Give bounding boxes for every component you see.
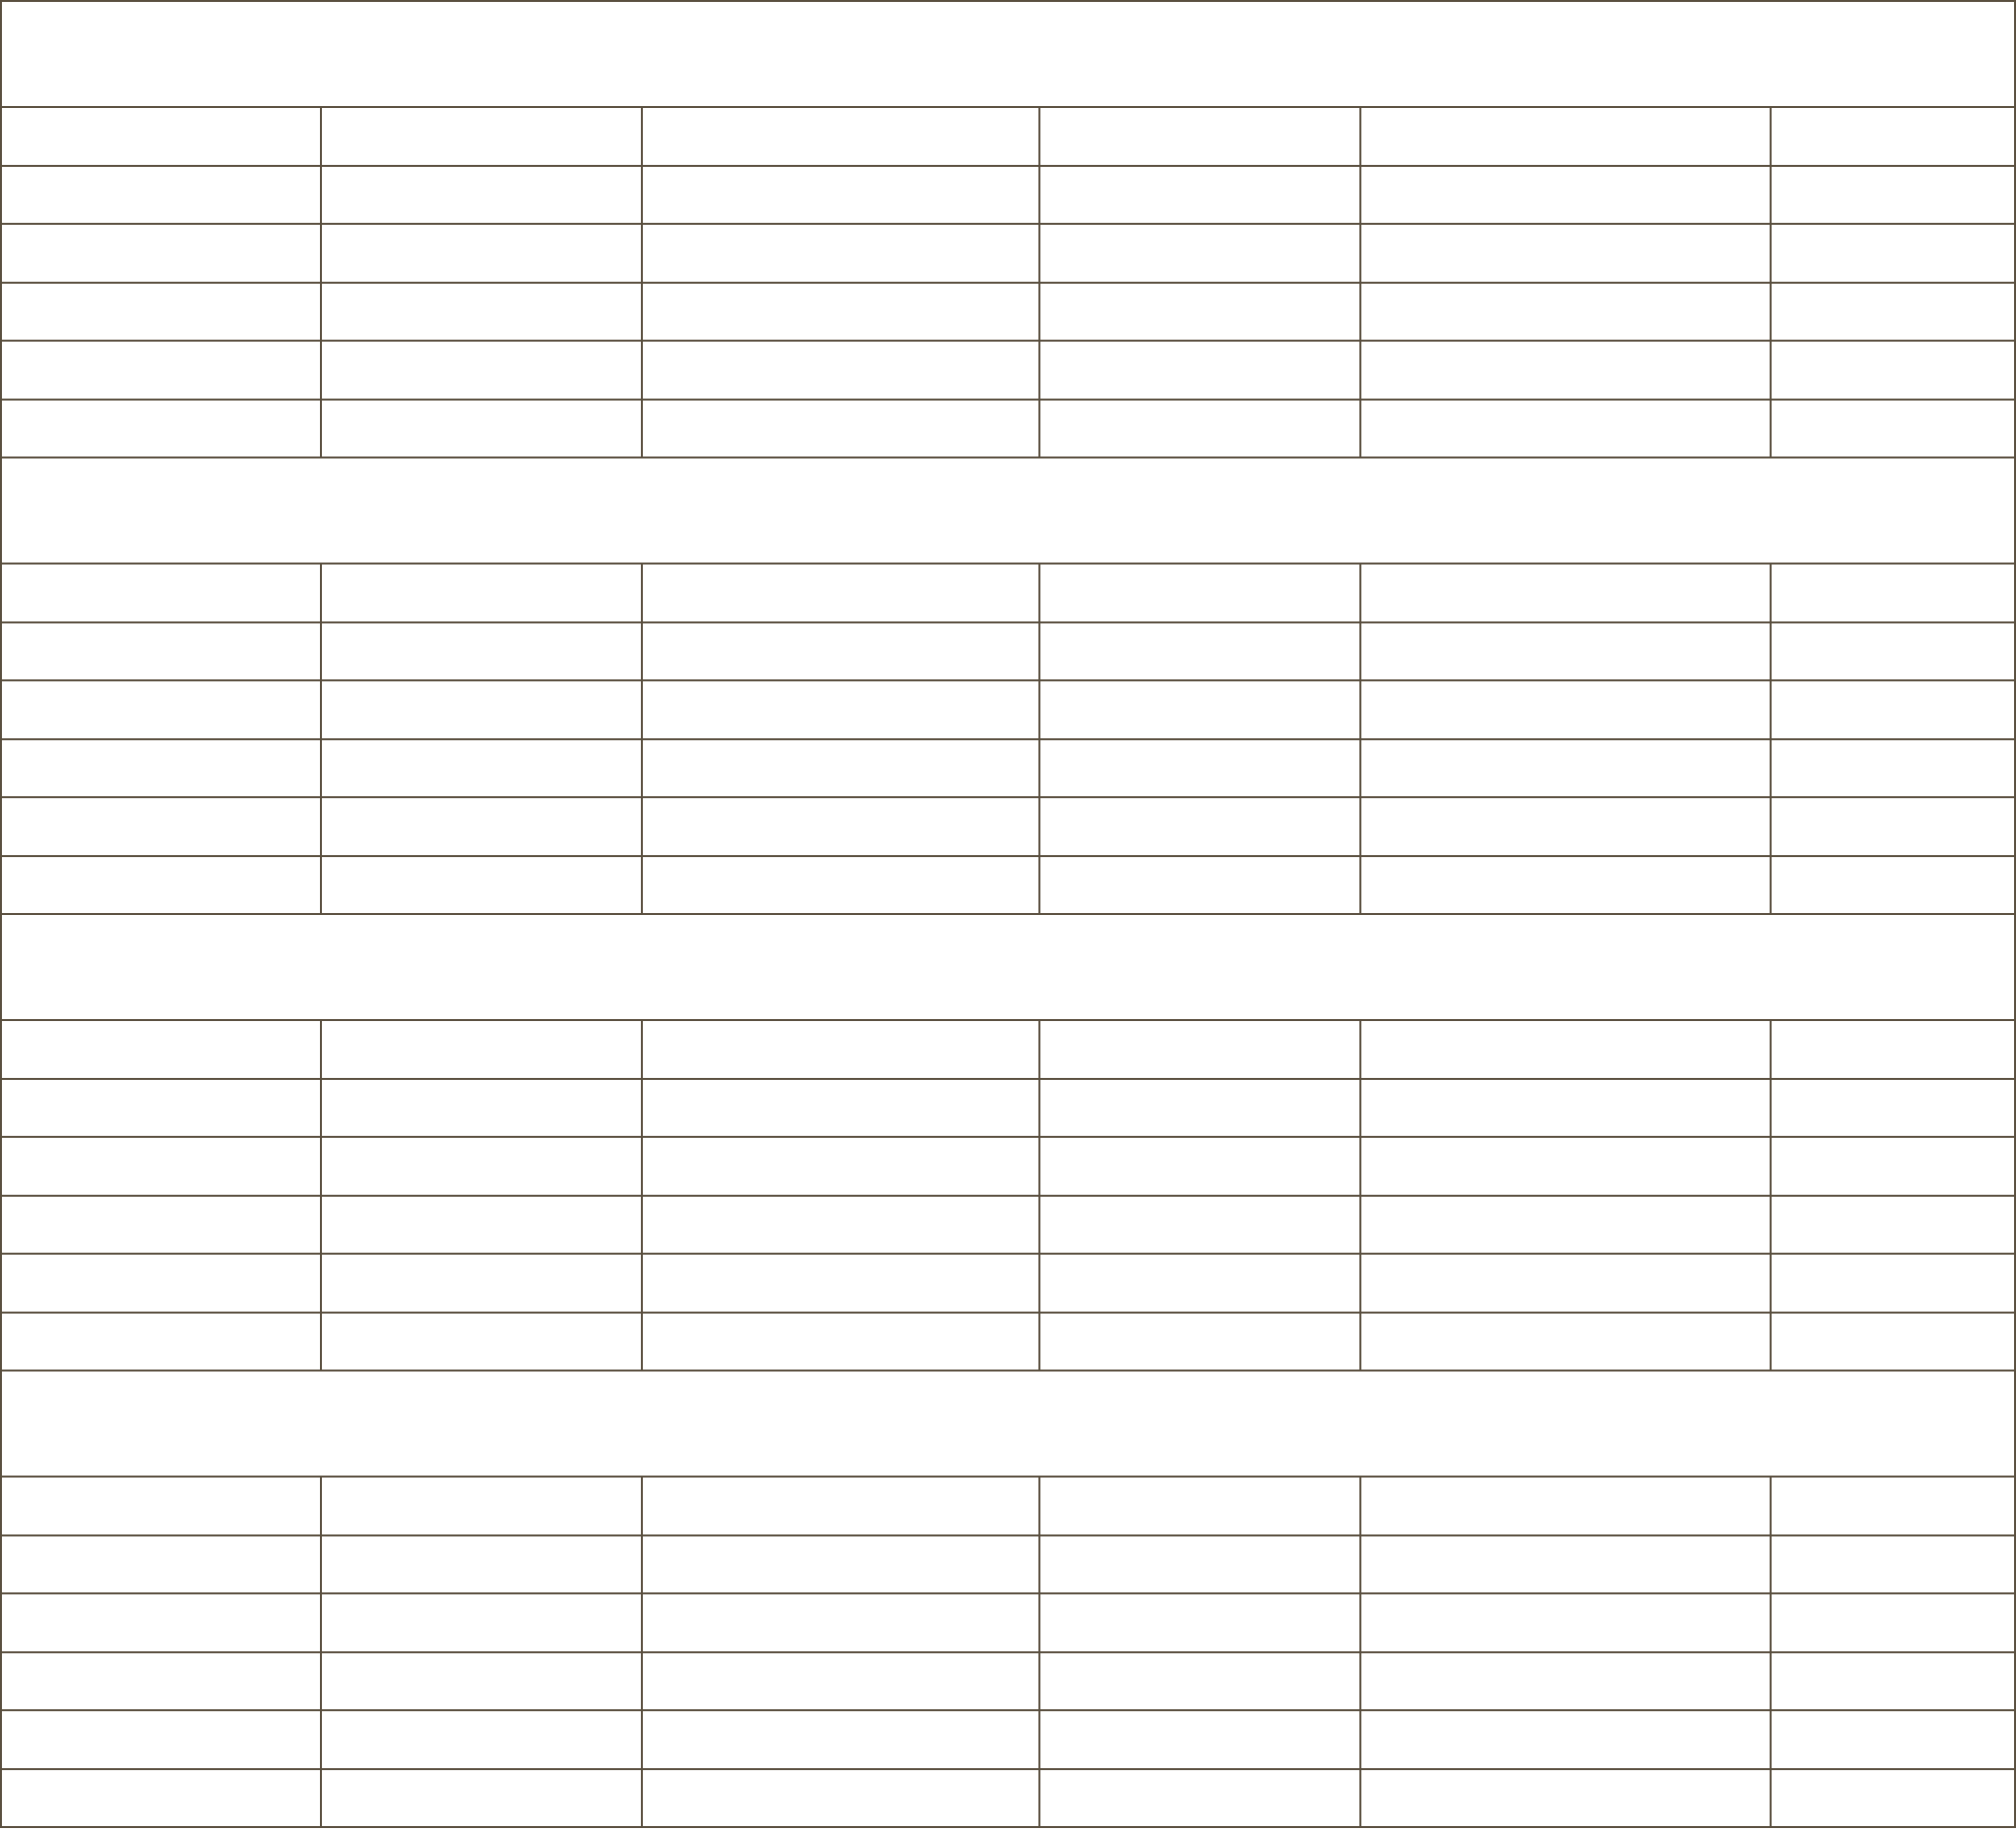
table-cell[interactable] xyxy=(642,1079,1039,1138)
grid-body xyxy=(1,1,2015,1827)
table-cell[interactable] xyxy=(1039,739,1360,798)
table-cell[interactable] xyxy=(1771,1137,2015,1196)
table-row xyxy=(1,1254,2015,1313)
table-cell[interactable] xyxy=(1771,283,2015,342)
table-cell[interactable] xyxy=(1,1137,321,1196)
table-cell[interactable] xyxy=(1,1535,321,1594)
table-cell[interactable] xyxy=(1771,1769,2015,1828)
table-cell[interactable] xyxy=(1360,739,1771,798)
table-cell[interactable] xyxy=(1,1593,321,1652)
table-cell[interactable] xyxy=(1039,341,1360,400)
table-row xyxy=(1,166,2015,225)
table-cell[interactable] xyxy=(321,107,642,166)
table-cell[interactable] xyxy=(321,224,642,283)
table-cell[interactable] xyxy=(1,739,321,798)
table-row xyxy=(1,1137,2015,1196)
table-row xyxy=(1,622,2015,681)
table-cell[interactable] xyxy=(321,856,642,915)
table-cell[interactable] xyxy=(1039,1254,1360,1313)
table-cell[interactable] xyxy=(1039,564,1360,622)
table-cell[interactable] xyxy=(1,400,321,458)
table-cell[interactable] xyxy=(642,1196,1039,1255)
table-cell[interactable] xyxy=(1771,107,2015,166)
table-cell[interactable] xyxy=(1360,856,1771,915)
table-cell[interactable] xyxy=(321,400,642,458)
table-cell[interactable] xyxy=(1771,856,2015,915)
table-cell[interactable] xyxy=(1,1079,321,1138)
table-row xyxy=(1,1079,2015,1138)
table-cell[interactable] xyxy=(1039,1313,1360,1372)
table-row xyxy=(1,224,2015,283)
table-cell[interactable] xyxy=(1360,283,1771,342)
table-cell[interactable] xyxy=(1771,341,2015,400)
section-header-row xyxy=(1,914,2015,1020)
table-row xyxy=(1,1020,2015,1079)
table-cell[interactable] xyxy=(321,1313,642,1372)
table-cell[interactable] xyxy=(1360,564,1771,622)
table-cell[interactable] xyxy=(642,166,1039,225)
table-cell[interactable] xyxy=(642,341,1039,400)
table-cell[interactable] xyxy=(642,1254,1039,1313)
table-cell[interactable] xyxy=(1039,1710,1360,1769)
table-row xyxy=(1,341,2015,400)
table-cell[interactable] xyxy=(1360,1593,1771,1652)
section-title-cell[interactable] xyxy=(1,914,2015,1020)
table-cell[interactable] xyxy=(1360,166,1771,225)
table-cell[interactable] xyxy=(1,564,321,622)
table-row xyxy=(1,400,2015,458)
table-cell[interactable] xyxy=(1039,107,1360,166)
table-row xyxy=(1,1593,2015,1652)
table-cell[interactable] xyxy=(1360,107,1771,166)
table-cell[interactable] xyxy=(1039,622,1360,681)
table-cell[interactable] xyxy=(1039,1137,1360,1196)
table-cell[interactable] xyxy=(642,564,1039,622)
table-cell[interactable] xyxy=(1,1710,321,1769)
table-cell[interactable] xyxy=(642,1137,1039,1196)
table-row xyxy=(1,1313,2015,1372)
table-row xyxy=(1,283,2015,342)
table-cell[interactable] xyxy=(1771,564,2015,622)
table-cell[interactable] xyxy=(1039,1196,1360,1255)
table-cell[interactable] xyxy=(1771,1593,2015,1652)
table-cell[interactable] xyxy=(1771,1254,2015,1313)
table-row xyxy=(1,1769,2015,1828)
table-cell[interactable] xyxy=(1039,1535,1360,1594)
table-cell[interactable] xyxy=(1360,1652,1771,1711)
table-cell[interactable] xyxy=(1,1652,321,1711)
table-cell[interactable] xyxy=(1771,1652,2015,1711)
table-cell[interactable] xyxy=(321,622,642,681)
table-cell[interactable] xyxy=(1,1020,321,1079)
table-cell[interactable] xyxy=(1360,1769,1771,1828)
table-cell[interactable] xyxy=(1771,622,2015,681)
table-cell[interactable] xyxy=(642,1020,1039,1079)
table-cell[interactable] xyxy=(1360,797,1771,856)
table-row xyxy=(1,680,2015,739)
table-cell[interactable] xyxy=(1039,283,1360,342)
table-row xyxy=(1,1196,2015,1255)
table-cell[interactable] xyxy=(1,283,321,342)
table-cell[interactable] xyxy=(642,107,1039,166)
table-row xyxy=(1,564,2015,622)
table-cell[interactable] xyxy=(321,1535,642,1594)
table-cell[interactable] xyxy=(1360,341,1771,400)
table-cell[interactable] xyxy=(1,1477,321,1535)
table-cell[interactable] xyxy=(1,341,321,400)
table-cell[interactable] xyxy=(1771,400,2015,458)
table-cell[interactable] xyxy=(1360,1477,1771,1535)
section-header-row xyxy=(1,1371,2015,1477)
table-cell[interactable] xyxy=(1771,1020,2015,1079)
table-cell[interactable] xyxy=(321,1254,642,1313)
table-cell[interactable] xyxy=(1771,1535,2015,1594)
table-cell[interactable] xyxy=(1,680,321,739)
table-cell[interactable] xyxy=(642,622,1039,681)
table-cell[interactable] xyxy=(1,797,321,856)
table-row xyxy=(1,1652,2015,1711)
table-cell[interactable] xyxy=(1039,1020,1360,1079)
table-cell[interactable] xyxy=(1,107,321,166)
table-cell[interactable] xyxy=(1360,224,1771,283)
table-cell[interactable] xyxy=(642,1710,1039,1769)
table-cell[interactable] xyxy=(1360,680,1771,739)
table-cell[interactable] xyxy=(1771,1477,2015,1535)
table-row xyxy=(1,797,2015,856)
table-cell[interactable] xyxy=(1360,400,1771,458)
table-cell[interactable] xyxy=(1,1769,321,1828)
table-row xyxy=(1,107,2015,166)
table-cell[interactable] xyxy=(1039,856,1360,915)
table-cell[interactable] xyxy=(1039,1079,1360,1138)
table-cell[interactable] xyxy=(1039,166,1360,225)
section-header-row xyxy=(1,457,2015,564)
table-cell[interactable] xyxy=(642,797,1039,856)
table-cell[interactable] xyxy=(1771,680,2015,739)
table-cell[interactable] xyxy=(1360,1535,1771,1594)
table-cell[interactable] xyxy=(642,856,1039,915)
table-cell[interactable] xyxy=(642,1477,1039,1535)
table-cell[interactable] xyxy=(321,564,642,622)
table-row xyxy=(1,1535,2015,1594)
table-cell[interactable] xyxy=(1,856,321,915)
table-cell[interactable] xyxy=(1360,1079,1771,1138)
table-cell[interactable] xyxy=(321,739,642,798)
table-cell[interactable] xyxy=(321,166,642,225)
table-cell[interactable] xyxy=(321,797,642,856)
section-header-row xyxy=(1,1,2015,107)
section-title-cell[interactable] xyxy=(1,457,2015,564)
table-cell[interactable] xyxy=(1039,1477,1360,1535)
table-cell[interactable] xyxy=(642,1769,1039,1828)
table-cell[interactable] xyxy=(321,1593,642,1652)
table-cell[interactable] xyxy=(321,1477,642,1535)
table-cell[interactable] xyxy=(1771,166,2015,225)
table-cell[interactable] xyxy=(642,224,1039,283)
table-cell[interactable] xyxy=(642,400,1039,458)
table-cell[interactable] xyxy=(642,1535,1039,1594)
table-cell[interactable] xyxy=(1771,739,2015,798)
table-cell[interactable] xyxy=(1360,1137,1771,1196)
table-cell[interactable] xyxy=(1771,1196,2015,1255)
table-cell[interactable] xyxy=(321,1652,642,1711)
table-row xyxy=(1,739,2015,798)
table-cell[interactable] xyxy=(642,1652,1039,1711)
section-title-cell[interactable] xyxy=(1,1,2015,107)
section-title-cell[interactable] xyxy=(1,1371,2015,1477)
table-cell[interactable] xyxy=(1360,1254,1771,1313)
table-cell[interactable] xyxy=(1360,1020,1771,1079)
table-cell[interactable] xyxy=(1771,1313,2015,1372)
table-cell[interactable] xyxy=(321,283,642,342)
table-cell[interactable] xyxy=(1771,1079,2015,1138)
table-cell[interactable] xyxy=(1039,680,1360,739)
table-cell[interactable] xyxy=(642,283,1039,342)
table-cell[interactable] xyxy=(321,1769,642,1828)
table-cell[interactable] xyxy=(321,1196,642,1255)
table-cell[interactable] xyxy=(321,1710,642,1769)
table-cell[interactable] xyxy=(1360,1710,1771,1769)
table-cell[interactable] xyxy=(1360,1313,1771,1372)
table-cell[interactable] xyxy=(1039,1769,1360,1828)
table-row xyxy=(1,1477,2015,1535)
table-cell[interactable] xyxy=(321,1079,642,1138)
table-cell[interactable] xyxy=(1771,224,2015,283)
table-cell[interactable] xyxy=(1039,1593,1360,1652)
table-cell[interactable] xyxy=(1039,224,1360,283)
table-cell[interactable] xyxy=(642,1593,1039,1652)
table-cell[interactable] xyxy=(1,1254,321,1313)
table-cell[interactable] xyxy=(321,680,642,739)
table-cell[interactable] xyxy=(642,1313,1039,1372)
table-cell[interactable] xyxy=(1039,1652,1360,1711)
table-row xyxy=(1,856,2015,915)
table-cell[interactable] xyxy=(1039,400,1360,458)
table-cell[interactable] xyxy=(1360,622,1771,681)
table-cell[interactable] xyxy=(1039,797,1360,856)
table-cell[interactable] xyxy=(642,739,1039,798)
table-cell[interactable] xyxy=(321,341,642,400)
table-cell[interactable] xyxy=(1360,1196,1771,1255)
table-cell[interactable] xyxy=(1,1196,321,1255)
table-cell[interactable] xyxy=(321,1020,642,1079)
table-cell[interactable] xyxy=(1,1313,321,1372)
table-cell[interactable] xyxy=(1,622,321,681)
table-cell[interactable] xyxy=(1771,1710,2015,1769)
table-cell[interactable] xyxy=(642,680,1039,739)
table-cell[interactable] xyxy=(1771,797,2015,856)
table-cell[interactable] xyxy=(1,166,321,225)
table-row xyxy=(1,1710,2015,1769)
table-cell[interactable] xyxy=(1,224,321,283)
table-cell[interactable] xyxy=(321,1137,642,1196)
